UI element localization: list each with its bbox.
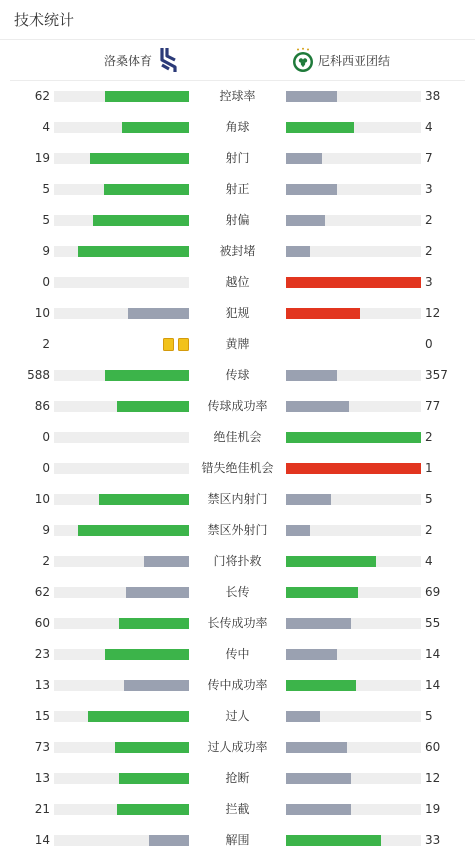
away-value: 3 [425, 275, 433, 289]
home-bar-track [54, 773, 189, 784]
home-value: 9 [42, 523, 50, 537]
away-bar-track [286, 773, 421, 784]
home-value: 13 [34, 678, 50, 692]
away-value: 5 [425, 709, 433, 723]
away-value: 4 [425, 554, 433, 568]
away-value: 14 [425, 647, 441, 661]
away-bar-fill [286, 773, 351, 784]
stat-row [0, 267, 475, 298]
away-value: 2 [425, 430, 433, 444]
teams-header [10, 40, 465, 81]
away-value: 12 [425, 306, 441, 320]
home-value: 4 [42, 120, 50, 134]
stat-row [0, 763, 475, 794]
away-bar-fill [286, 277, 421, 288]
away-bar-track [286, 587, 421, 598]
home-bar-track [54, 587, 189, 598]
stat-row [0, 205, 475, 236]
stat-row [0, 143, 475, 174]
stat-row [0, 794, 475, 825]
stat-row [0, 453, 475, 484]
away-bar-track [286, 835, 421, 846]
stat-label: 禁区外射门 [207, 523, 268, 537]
home-bar-fill [104, 184, 189, 195]
away-bar-track [286, 153, 421, 164]
home-bar-fill [119, 773, 189, 784]
away-value: 2 [425, 244, 433, 258]
home-bar-track [54, 525, 189, 536]
stat-row [0, 670, 475, 701]
stat-label: 错失绝佳机会 [201, 461, 274, 475]
stat-label: 抢断 [225, 771, 250, 785]
stat-label: 控球率 [219, 89, 256, 103]
away-bar-fill [286, 432, 421, 443]
away-bar-track [286, 525, 421, 536]
home-bar-track [54, 432, 189, 443]
stat-label: 越位 [225, 275, 250, 289]
stat-row [0, 329, 475, 360]
away-value: 33 [425, 833, 441, 847]
stat-label: 解围 [225, 833, 250, 847]
home-value: 2 [42, 337, 50, 351]
home-bar-track [54, 742, 189, 753]
home-value: 15 [34, 709, 50, 723]
home-bar-track [54, 680, 189, 691]
stat-label: 门将扑救 [213, 554, 262, 568]
away-value: 38 [425, 89, 441, 103]
home-bar-fill [78, 246, 189, 257]
home-bar-track [54, 835, 189, 846]
away-bar-track [286, 215, 421, 226]
home-bar-fill [128, 308, 189, 319]
home-bar-fill [78, 525, 189, 536]
away-bar-track [286, 184, 421, 195]
page-title: 技术统计 [14, 11, 75, 29]
home-bar-track [54, 153, 189, 164]
away-bar-fill [286, 804, 351, 815]
stat-label: 传中成功率 [207, 678, 268, 692]
stat-row [0, 422, 475, 453]
away-bar-track [286, 370, 421, 381]
omonia-nicosia-crest-icon [292, 47, 314, 73]
home-bar-fill [119, 618, 189, 629]
stat-row [0, 391, 475, 422]
away-bar-track [286, 401, 421, 412]
stat-row [0, 639, 475, 670]
away-bar-track [286, 711, 421, 722]
home-value: 62 [34, 585, 50, 599]
stat-row [0, 577, 475, 608]
stats-list [0, 81, 475, 856]
yellow-card-icon [178, 338, 189, 351]
away-bar-fill [286, 215, 325, 226]
home-bar-track [54, 215, 189, 226]
stat-label: 过人成功率 [207, 740, 268, 754]
stat-label: 绝佳机会 [213, 430, 262, 444]
home-bar-track [54, 649, 189, 660]
home-bar-fill [105, 370, 189, 381]
home-bar-track [54, 184, 189, 195]
home-bar-track [54, 804, 189, 815]
home-bar-fill [99, 494, 189, 505]
away-bar-fill [286, 835, 381, 846]
stat-label: 射门 [225, 151, 250, 165]
away-bar-fill [286, 587, 358, 598]
stat-row [0, 732, 475, 763]
title-bar [0, 0, 475, 40]
home-bar-track [54, 463, 189, 474]
away-bar-fill [286, 649, 337, 660]
home-bar-fill [149, 835, 190, 846]
away-bar-fill [286, 308, 360, 319]
away-bar-fill [286, 618, 351, 629]
away-bar-track [286, 804, 421, 815]
stat-label: 禁区内射门 [207, 492, 268, 506]
home-bar-fill [144, 556, 189, 567]
home-bar-track [54, 122, 189, 133]
stat-label: 射偏 [225, 213, 250, 227]
home-value: 0 [42, 430, 50, 444]
stat-label: 黄牌 [225, 337, 250, 351]
stat-label: 过人 [225, 709, 250, 723]
home-bar-track [54, 277, 189, 288]
away-value: 0 [425, 337, 433, 351]
home-value: 10 [34, 492, 50, 506]
stat-row [0, 546, 475, 577]
stat-label: 传球成功率 [207, 399, 268, 413]
lausanne-sport-crest-icon [158, 47, 180, 73]
stat-label: 长传成功率 [207, 616, 268, 630]
away-value: 55 [425, 616, 441, 630]
away-bar-track [286, 463, 421, 474]
home-bar-fill [90, 153, 189, 164]
away-value: 357 [425, 368, 448, 382]
away-bar-track [286, 618, 421, 629]
home-bar-track [54, 308, 189, 319]
home-value: 5 [42, 213, 50, 227]
home-team-name: 洛桑体育 [103, 53, 152, 68]
away-value: 2 [425, 523, 433, 537]
away-bar-track [286, 556, 421, 567]
stat-row [0, 112, 475, 143]
away-value: 7 [425, 151, 433, 165]
home-bar-track [54, 401, 189, 412]
home-value: 13 [34, 771, 50, 785]
home-value: 19 [34, 151, 50, 165]
stat-row [0, 608, 475, 639]
away-bar-fill [286, 525, 310, 536]
away-value: 2 [425, 213, 433, 227]
home-team[interactable] [104, 40, 180, 80]
home-bar-fill [117, 401, 189, 412]
home-value: 21 [34, 802, 50, 816]
away-value: 4 [425, 120, 433, 134]
away-bar-fill [286, 246, 310, 257]
away-bar-track [286, 122, 421, 133]
home-value: 588 [27, 368, 50, 382]
home-bar-track [54, 246, 189, 257]
home-value: 73 [34, 740, 50, 754]
stat-row [0, 174, 475, 205]
away-bar-fill [286, 401, 349, 412]
stat-row [0, 701, 475, 732]
home-value: 23 [34, 647, 50, 661]
home-bar-fill [117, 804, 189, 815]
away-bar-track [286, 680, 421, 691]
away-value: 5 [425, 492, 433, 506]
home-value: 86 [34, 399, 50, 413]
home-bar-fill [88, 711, 189, 722]
home-bar-fill [93, 215, 189, 226]
home-value: 0 [42, 275, 50, 289]
stat-label: 犯规 [225, 306, 250, 320]
home-value: 62 [34, 89, 50, 103]
stat-label: 传中 [225, 647, 250, 661]
away-bar-track [286, 432, 421, 443]
home-bar-track [54, 494, 189, 505]
stat-label: 射正 [225, 182, 250, 196]
away-bar-fill [286, 556, 376, 567]
stat-row [0, 515, 475, 546]
away-bar-fill [286, 91, 337, 102]
away-value: 14 [425, 678, 441, 692]
home-bar-track [54, 91, 189, 102]
home-value: 10 [34, 306, 50, 320]
home-bar-track [54, 556, 189, 567]
away-bar-track [286, 91, 421, 102]
home-value: 5 [42, 182, 50, 196]
stat-row [0, 81, 475, 112]
home-bar-track [54, 370, 189, 381]
stat-row [0, 484, 475, 515]
home-bar-track [54, 618, 189, 629]
home-value: 0 [42, 461, 50, 475]
away-team-name: 尼科西亚团结 [318, 53, 391, 68]
away-team[interactable] [292, 40, 390, 80]
away-value: 12 [425, 771, 441, 785]
home-value: 14 [34, 833, 50, 847]
home-value: 60 [34, 616, 50, 630]
away-bar-fill [286, 742, 347, 753]
home-bar-fill [124, 680, 189, 691]
home-bar-fill [105, 91, 189, 102]
away-bar-fill [286, 711, 320, 722]
away-bar-track [286, 308, 421, 319]
away-bar-track [286, 246, 421, 257]
away-value: 3 [425, 182, 433, 196]
away-bar-fill [286, 370, 337, 381]
home-yellow-cards [163, 338, 189, 351]
away-bar-fill [286, 680, 356, 691]
away-bar-track [286, 277, 421, 288]
stat-row [0, 298, 475, 329]
stat-row [0, 360, 475, 391]
away-bar-fill [286, 463, 421, 474]
away-value: 77 [425, 399, 441, 413]
stat-label: 角球 [225, 120, 250, 134]
stat-row [0, 825, 475, 856]
away-value: 60 [425, 740, 441, 754]
stat-label: 传球 [225, 368, 250, 382]
home-value: 2 [42, 554, 50, 568]
stat-row [0, 236, 475, 267]
away-bar-track [286, 742, 421, 753]
yellow-card-icon [163, 338, 174, 351]
home-bar-fill [115, 742, 189, 753]
home-bar-track [54, 711, 189, 722]
away-bar-fill [286, 122, 354, 133]
home-value: 9 [42, 244, 50, 258]
away-bar-fill [286, 153, 322, 164]
away-bar-track [286, 649, 421, 660]
stat-label: 拦截 [225, 802, 250, 816]
away-value: 1 [425, 461, 433, 475]
home-bar-fill [126, 587, 189, 598]
away-value: 69 [425, 585, 441, 599]
away-bar-fill [286, 494, 331, 505]
home-bar-fill [105, 649, 189, 660]
home-bar-fill [122, 122, 190, 133]
stat-label: 被封堵 [219, 244, 256, 258]
away-bar-fill [286, 184, 337, 195]
away-value: 19 [425, 802, 441, 816]
stat-label: 长传 [225, 585, 250, 599]
away-bar-track [286, 494, 421, 505]
